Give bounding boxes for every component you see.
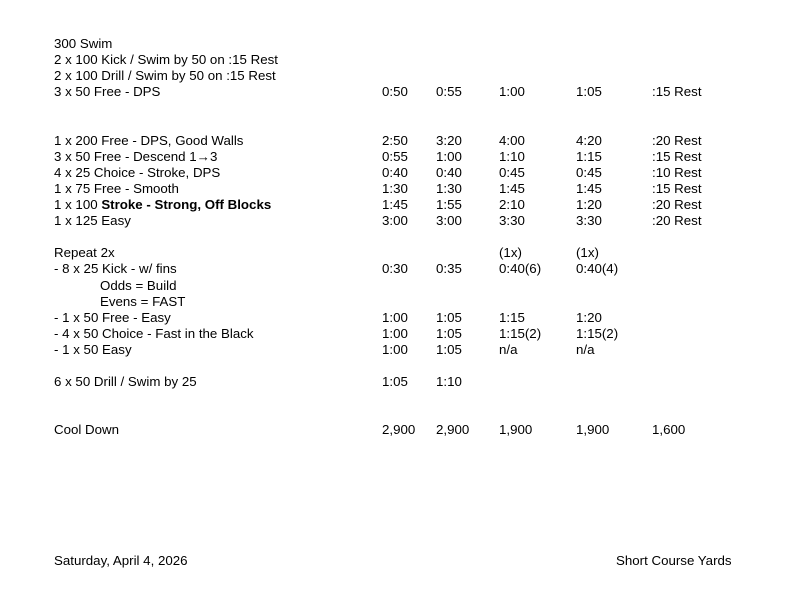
- interval-value-col1: 1:30: [382, 180, 408, 196]
- interval-value-col4: 1:20: [576, 197, 602, 212]
- workout-row: [0, 36, 792, 52]
- set-description: [54, 310, 171, 326]
- interval-value-col3: 1:15: [499, 309, 525, 325]
- set-text: 2 x 100 Drill / Swim by 50 on :15 Rest: [54, 68, 276, 84]
- interval-value-col5: :15 Rest: [652, 148, 702, 164]
- interval-value-col3: 2:10: [499, 197, 525, 212]
- set-description: [54, 326, 254, 342]
- workout-row: [0, 229, 792, 245]
- interval-value-col5: :20 Rest: [652, 197, 702, 212]
- workout-row: [0, 52, 792, 68]
- interval-value-col5: :15 Rest: [652, 180, 702, 196]
- workout-row: [0, 68, 792, 84]
- workout-row: [0, 326, 792, 342]
- workout-row: [0, 245, 792, 261]
- interval-value-col1: 1:00: [382, 341, 408, 357]
- set-description: [54, 261, 177, 277]
- interval-value-col2: 3:00: [436, 213, 462, 229]
- interval-value-col5: :15 Rest: [652, 84, 702, 100]
- interval-value-col3: 1:45: [499, 180, 525, 196]
- set-text: Odds = Build: [100, 277, 177, 293]
- interval-value-col1: 1:00: [382, 309, 408, 325]
- interval-value-col2: 1:05: [436, 341, 462, 357]
- interval-value-col1: 0:50: [382, 84, 408, 100]
- set-description: [54, 422, 119, 438]
- set-text: Cool Down: [54, 422, 120, 438]
- workout-row: [0, 84, 792, 100]
- set-text: 300 Swim: [54, 36, 113, 51]
- interval-value-col3: 1,900: [499, 422, 533, 438]
- interval-value-col1: 2:50: [382, 132, 408, 148]
- set-text: - 1 x 50 Easy: [54, 341, 132, 357]
- interval-value-col3: 4:00: [499, 132, 525, 148]
- interval-value-col3: n/a: [499, 341, 518, 357]
- set-text: - 4 x 50 Choice - Fast in the Black: [54, 325, 254, 341]
- interval-value-col4: 1:15: [576, 148, 602, 164]
- set-text: 4 x 25 Choice - Stroke, DPS: [54, 164, 221, 180]
- workout-row: [0, 422, 792, 438]
- workout-row: [0, 342, 792, 358]
- interval-value-col5: :20 Rest: [652, 213, 702, 229]
- set-description: [54, 342, 132, 358]
- set-text: 3 x 50 Free - Descend 1→3: [54, 148, 218, 164]
- interval-value-col5: 1,600: [652, 422, 686, 438]
- set-text-bold: Stroke - Strong, Off Blocks: [101, 197, 272, 212]
- interval-value-col3: 0:40(6): [499, 261, 542, 277]
- interval-value-col4: 0:45: [576, 164, 602, 180]
- interval-value-col3: 3:30: [499, 213, 525, 229]
- interval-value-col5: :20 Rest: [652, 132, 702, 148]
- workout-row: [0, 294, 792, 310]
- set-description: [100, 294, 185, 310]
- workout-row: [0, 358, 792, 374]
- set-description: [54, 245, 115, 261]
- interval-value-col4: 4:20: [576, 132, 602, 148]
- interval-value-col4: 1:20: [576, 309, 602, 325]
- set-description: [54, 149, 217, 165]
- interval-value-col2: 1:10: [436, 374, 462, 390]
- workout-row: [0, 133, 792, 149]
- workout-row: [0, 149, 792, 165]
- interval-value-col2: 0:55: [436, 84, 462, 100]
- interval-value-col3: (1x): [499, 245, 522, 261]
- workout-row: [0, 406, 792, 422]
- workout-row: [0, 213, 792, 229]
- set-text: 2 x 100 Kick / Swim by 50 on :15 Rest: [54, 52, 278, 68]
- interval-value-col2: 1:05: [436, 325, 462, 341]
- interval-value-col1: 2,900: [382, 422, 416, 438]
- set-description: [54, 84, 160, 100]
- interval-value-col2: 1:00: [436, 148, 462, 164]
- interval-value-col4: 1,900: [576, 422, 610, 438]
- set-description: [54, 213, 131, 229]
- interval-value-col1: 1:05: [382, 374, 408, 390]
- set-text: 1 x 125 Easy: [54, 213, 131, 229]
- set-text: Evens = FAST: [100, 293, 186, 309]
- workout-row: [0, 117, 792, 133]
- set-description: [100, 278, 177, 294]
- set-description: [54, 52, 278, 68]
- interval-value-col4: 1:15(2): [576, 325, 619, 341]
- set-description: [54, 181, 179, 197]
- interval-value-col2: 1:55: [436, 197, 462, 212]
- set-description: [54, 133, 243, 149]
- interval-value-col4: n/a: [576, 341, 595, 357]
- set-text: 6 x 50 Drill / Swim by 25: [54, 374, 197, 390]
- workout-row: [0, 100, 792, 116]
- set-description: [54, 36, 112, 52]
- workout-row: [0, 197, 792, 213]
- interval-value-col2: 2,900: [436, 422, 470, 438]
- set-text: 1 x 100: [54, 197, 102, 212]
- interval-value-col4: 0:40(4): [576, 261, 619, 277]
- interval-value-col4: 1:05: [576, 84, 602, 100]
- interval-value-col2: 3:20: [436, 132, 462, 148]
- set-text: 1 x 75 Free - Smooth: [54, 180, 179, 196]
- interval-value-col3: 0:45: [499, 164, 525, 180]
- set-description: [54, 197, 271, 213]
- workout-row: [0, 181, 792, 197]
- interval-value-col4: (1x): [576, 245, 599, 261]
- interval-value-col3: 1:15(2): [499, 325, 542, 341]
- interval-value-col3: 1:10: [499, 148, 525, 164]
- interval-value-col2: 1:30: [436, 180, 462, 196]
- interval-value-col1: 0:40: [382, 164, 408, 180]
- workout-row: [0, 261, 792, 277]
- set-text: Repeat 2x: [54, 245, 115, 261]
- set-text: 1 x 200 Free - DPS, Good Walls: [54, 132, 244, 148]
- interval-value-col1: 1:00: [382, 325, 408, 341]
- interval-value-col4: 3:30: [576, 213, 602, 229]
- interval-value-col4: 1:45: [576, 180, 602, 196]
- set-text: 3 x 50 Free - DPS: [54, 84, 161, 100]
- interval-value-col1: 0:30: [382, 261, 408, 277]
- interval-value-col3: 1:00: [499, 84, 525, 100]
- set-text: - 1 x 50 Free - Easy: [54, 309, 171, 325]
- interval-value-col2: 1:05: [436, 309, 462, 325]
- set-description: [54, 68, 276, 84]
- set-description: [54, 165, 220, 181]
- set-description: [54, 374, 197, 390]
- workout-row: [0, 310, 792, 326]
- interval-value-col2: 0:40: [436, 164, 462, 180]
- footer-course-type: Short Course Yards: [616, 553, 732, 568]
- workout-row: [0, 374, 792, 390]
- interval-value-col2: 0:35: [436, 261, 462, 277]
- interval-value-col5: :10 Rest: [652, 164, 702, 180]
- workout-row: [0, 390, 792, 406]
- interval-value-col1: 3:00: [382, 213, 408, 229]
- workout-row: [0, 165, 792, 181]
- workout-row: [0, 278, 792, 294]
- set-text: - 8 x 25 Kick - w/ fins: [54, 261, 177, 277]
- interval-value-col1: 0:55: [382, 148, 408, 164]
- footer-date: Saturday, April 4, 2026: [54, 553, 188, 568]
- interval-value-col1: 1:45: [382, 197, 408, 212]
